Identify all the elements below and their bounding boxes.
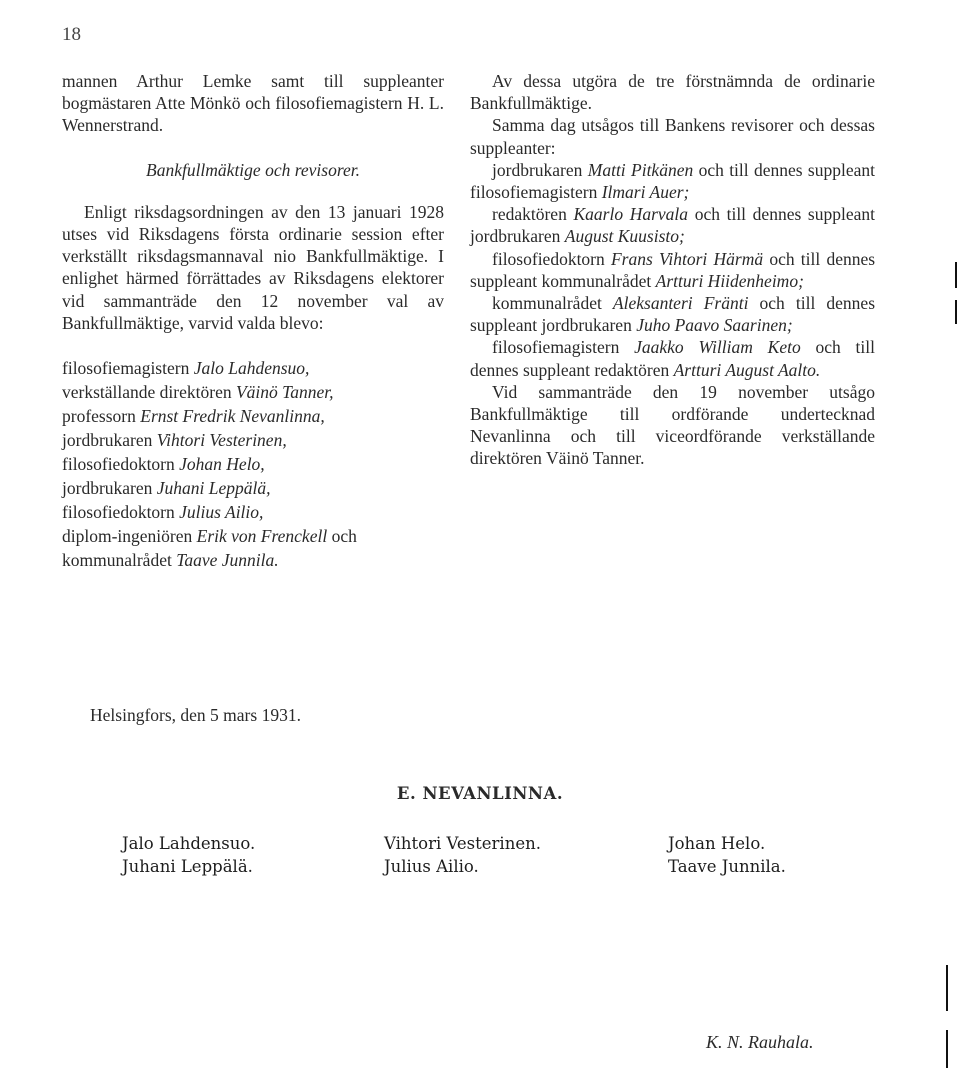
left-column xyxy=(62,70,444,572)
list-item: kommunalrådet Taave Junnila. xyxy=(62,550,279,571)
list-item: filosofiemagistern Jalo Lahdensuo, xyxy=(62,358,310,379)
list-item: filosofiedoktorn Julius Ailio, xyxy=(62,502,264,523)
auditor-entry: filosofiedoktorn Frans Vihtori Härmä och till dennes suppleant kommunalrådet Artturi Hiidenheimo; xyxy=(470,248,876,291)
auditor-entry: kommunalrådet Aleksanteri Fränti och till dennes suppleant jordbrukaren Juho Paavo Saarinen; xyxy=(470,293,876,336)
list-item: diplom-ingeniören Erik von Frenckell och xyxy=(62,526,357,547)
list-item: professorn Ernst Fredrik Nevanlinna, xyxy=(62,406,325,427)
auditor-entry: redaktören Kaarlo Harvala och till dennes suppleant jordbrukaren August Kuusisto; xyxy=(470,204,875,247)
intro-paragraph: mannen Arthur Lemke samt till suppleanter bogmästaren Atte Mönkö och filosofiemagistern H. L. Wennerstrand. xyxy=(62,71,444,136)
auditors-intro: Samma dag utsågos till Bankens revisorer och dessas suppleanter: xyxy=(470,115,875,158)
signature-name: Julius Ailio. xyxy=(384,857,479,876)
margin-mark xyxy=(955,262,957,288)
signature-column xyxy=(668,832,786,878)
section-heading: Bankfullmäktige och revisorer. xyxy=(146,159,360,180)
margin-mark xyxy=(946,965,948,1011)
election-paragraph: Enligt riksdagsordningen av den 13 januari 1928 utses vid Riksdagens första ordinarie session efter verkställt riksdagsmannaval nio Bankfullmäktige. I enlighet härmed förrättades av Riksdagens elektorer vid sammanträde den 12 november val av Bankfullmäktige, varvid valda blevo: xyxy=(62,201,444,333)
page-number: 18 xyxy=(62,24,81,45)
signature-name: Jalo Lahdensuo. xyxy=(122,834,256,853)
signature-name: Johan Helo. xyxy=(668,834,766,853)
ordinary-members-paragraph: Av dessa utgöra de tre förstnämnda de ordinarie Bankfullmäktige. xyxy=(470,71,875,114)
list-item: verkställande direktören Väinö Tanner, xyxy=(62,382,334,403)
auditor-entry: filosofiemagistern Jaakko William Keto och till dennes suppleant redaktören Artturi August Aalto. xyxy=(470,337,875,380)
list-item: jordbrukaren Juhani Leppälä, xyxy=(62,478,271,499)
signature-name: Vihtori Vesterinen. xyxy=(384,834,541,853)
list-item: filosofiedoktorn Johan Helo, xyxy=(62,454,265,475)
elected-list xyxy=(62,356,444,572)
list-item: jordbrukaren Vihtori Vesterinen, xyxy=(62,430,287,451)
place-date: Helsingfors, den 5 mars 1931. xyxy=(90,705,301,725)
auditor-entry: jordbrukaren Matti Pitkänen och till dennes suppleant filosofiemagistern Ilmari Auer; xyxy=(470,159,876,203)
margin-mark xyxy=(955,300,957,324)
signature-column xyxy=(122,832,255,878)
signature-column xyxy=(384,832,541,878)
signature-name: Juhani Leppälä. xyxy=(122,857,253,876)
margin-mark xyxy=(946,1030,948,1068)
closing-paragraph: Vid sammanträde den 19 november utsågo Bankfullmäktige till ordförande undertecknad Nevanlinna och till viceordförande verkställande direktören Väinö Tanner. xyxy=(470,381,875,469)
secretary-signature: K. N. Rauhala. xyxy=(706,1032,814,1052)
right-column xyxy=(470,70,875,470)
signature-name: Taave Junnila. xyxy=(668,857,786,876)
chairman-signature: E. NEVANLINNA. xyxy=(396,784,564,803)
